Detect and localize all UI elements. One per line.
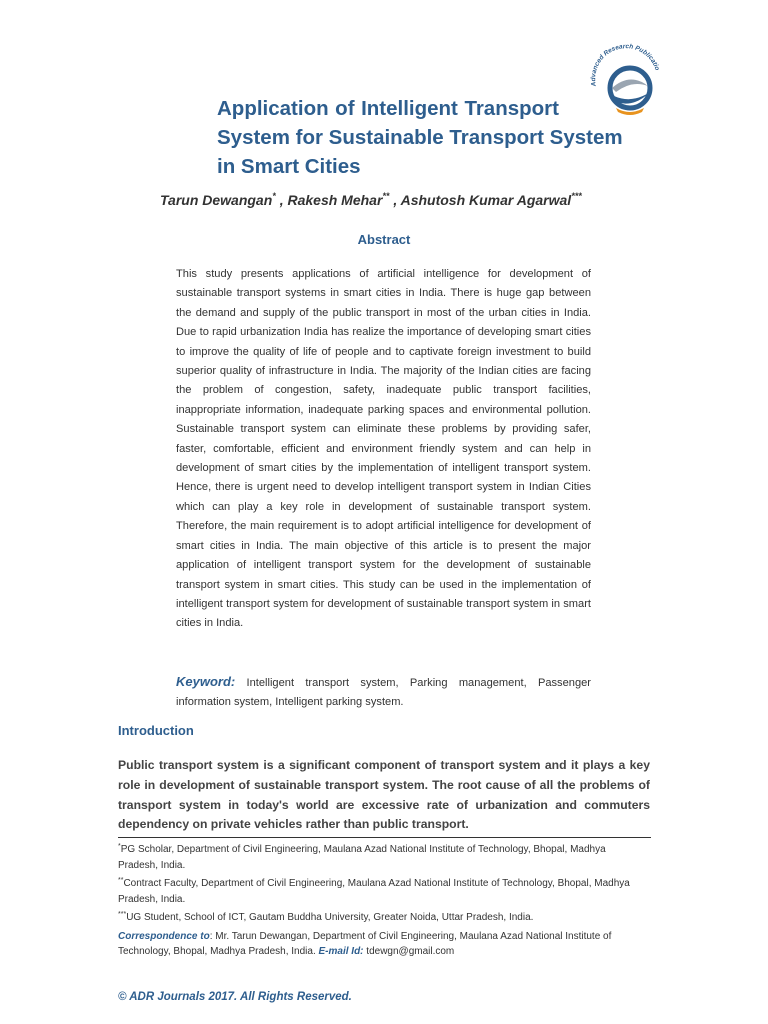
footnote-mark: *** (118, 911, 127, 918)
logo-emblem-icon (582, 42, 678, 120)
correspondence-label: Correspondence to (118, 931, 210, 942)
email-address: tdewgn@gmail.com (363, 946, 455, 957)
publisher-logo (582, 42, 678, 120)
footnote-divider (118, 837, 651, 838)
footnote-item (118, 876, 648, 907)
footnote-text: Contract Faculty, Department of Civil Engineering, Maulana Azad National Institute of Technology, Bhopal, Madhya Pradesh, India. (118, 878, 630, 905)
correspondence-note (118, 929, 648, 959)
introduction-text: Public transport system is a significant component of transport system and it plays a key role in development of sustainable transport system. The root cause of all the problems of transport system in today's world are excessive rate of urbanization and commuters dependency on private vehicles rather than public transport. (118, 758, 650, 832)
abstract-text: This study presents applications of artificial intelligence for development of sustainable transport systems in smart cities in India. There is huge gap between the demand and supply of the public transport in most of the urban cities in India. Due to rapid urbanization India has realize the importance of developing smart cities to improve the quality of life of people and to captivate foreign investment to build superior quality of infrastructure in India. The majority of the Indian cities are facing the problem of congestion, safety, inadequate public transport facilities, inappropriate information, inadequate parking spaces and environmental pollution. Sustainable transport system can eliminate these problems by providing safer, faster, comfortable, efficient and environment friendly system and can help in development of smart cities by the implementation of intelligent transport system. Hence, there is urgent need to develop intelligent transport system in Indian Cities which can play a key role in development of sustainable transport system. Therefore, the main requirement is to adopt artificial intelligence for development of smart cities in India. The main objective of this article is to present the major application of intelligent transport system for the development of sustainable transport system in smart cities. This study can be used in the implementation of intelligent transport system for development of sustainable transport system in smart cities in India. (176, 268, 591, 630)
logo-arc-text: Advanced Research Publicatio (590, 43, 661, 87)
author-mark: ** (382, 191, 390, 201)
author-name: Tarun Dewangan (160, 192, 273, 208)
paper-title (217, 94, 623, 181)
footnote-text: UG Student, School of ICT, Gautam Buddha University, Greater Noida, Uttar Pradesh, India. (126, 912, 534, 923)
footnote-item (118, 910, 648, 926)
footnote-mark: * (118, 843, 121, 850)
email-label: E-mail Id: (318, 946, 364, 957)
logo-swirl (612, 79, 648, 92)
footnote-mark: ** (118, 877, 124, 884)
title-line-1: Application of Intelligent Transport (217, 97, 559, 120)
keyword-text: Intelligent transport system, Parking management, Passenger information system, Intelligent parking system. (176, 677, 591, 708)
author-mark: * (272, 191, 276, 201)
abstract-heading: Abstract (357, 232, 411, 247)
title-line-3: in Smart Cities (217, 155, 361, 178)
title-line-2: System for Sustainable Transport System (217, 126, 623, 149)
introduction-heading: Introduction (118, 723, 194, 738)
correspondence-text: : Mr. Tarun Dewangan, Department of Civil Engineering, Maulana Azad National Institute of Technology, Bhopal, Madhya Pradesh, India. (118, 931, 612, 957)
footnote-item (118, 842, 648, 873)
author-name: Ashutosh Kumar Agarwal (400, 192, 572, 208)
author-list: Tarun Dewangan* , Rakesh Mehar** , Ashutosh Kumar Agarwal*** (160, 191, 582, 208)
footnote-text: PG Scholar, Department of Civil Engineering, Maulana Azad National Institute of Technology, Bhopal, Madhya Pradesh, India. (118, 844, 606, 871)
footnotes (118, 842, 648, 962)
keyword-label: Keyword: (176, 674, 236, 689)
copyright-notice: © ADR Journals 2017. All Rights Reserved. (118, 991, 352, 1003)
keyword-section (176, 672, 591, 712)
author-mark: *** (571, 191, 582, 201)
author-name: Rakesh Mehar (287, 192, 383, 208)
